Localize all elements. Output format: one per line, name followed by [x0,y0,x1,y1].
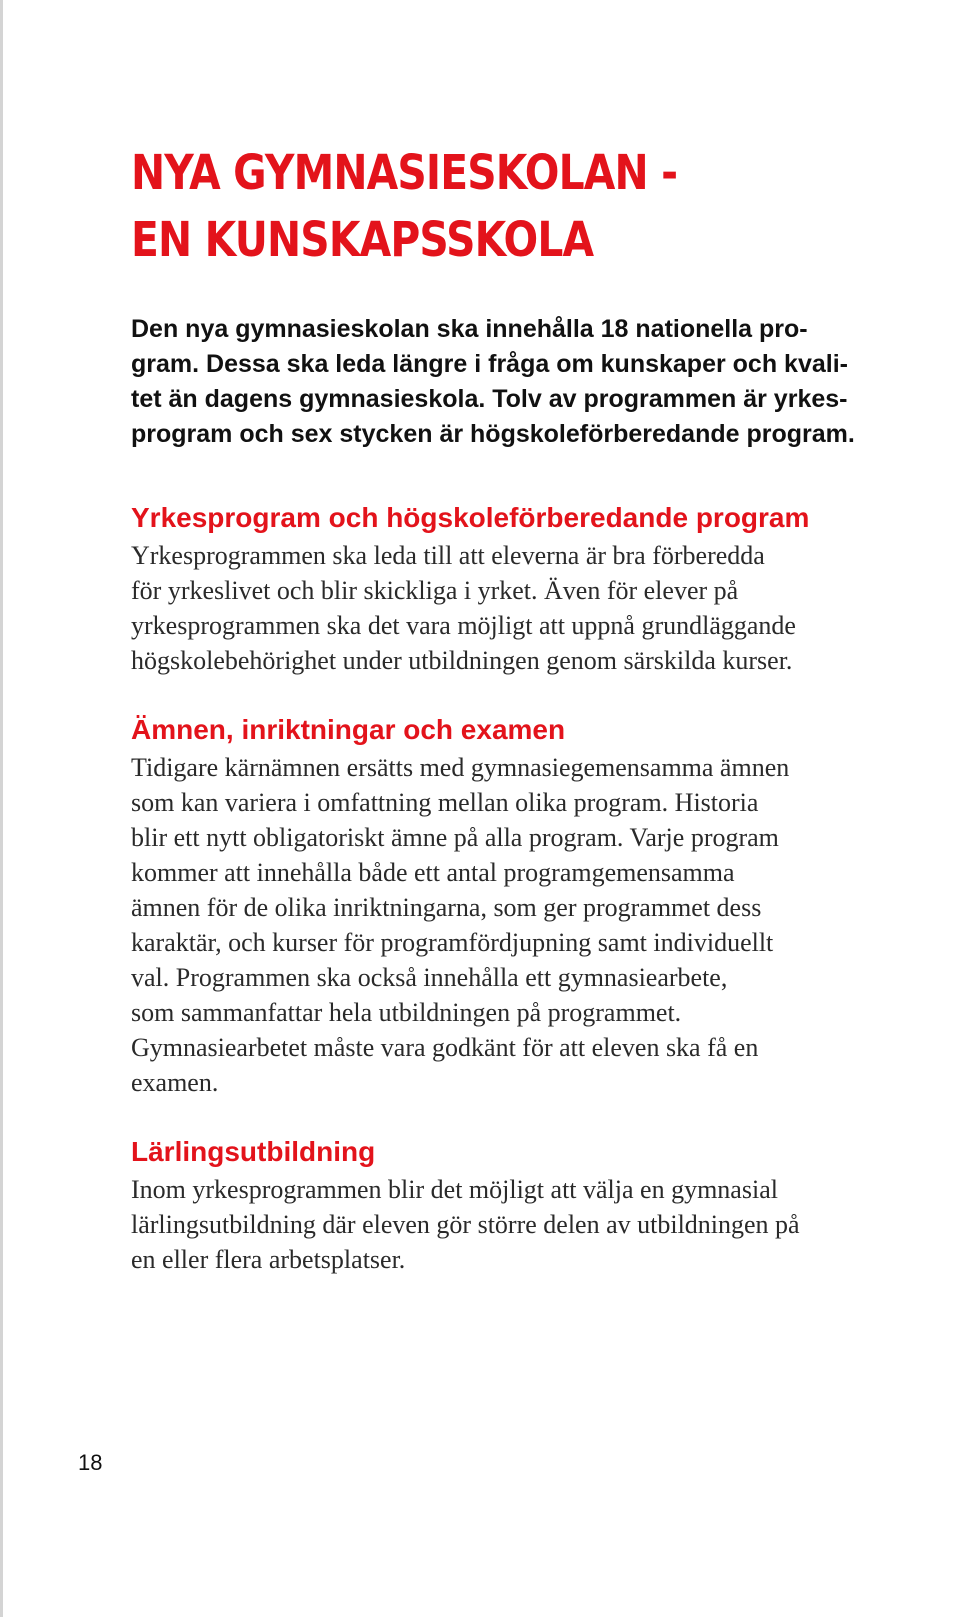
paragraph-line: som sammanfattar hela utbildningen på programmet. [131,998,682,1027]
section-heading: Lärlingsutbildning [131,1136,376,1167]
paragraph-line: för yrkeslivet och blir skickliga i yrket. Även för elever på [131,576,739,605]
intro-line: program och sex stycken är högskoleförberedande program. [131,420,855,448]
page-content [131,140,951,1277]
section-amnen [131,712,951,1100]
section-heading: Yrkesprogram och högskoleförberedande program [131,502,810,533]
paragraph-line: högskolebehörighet under utbildningen genom särskilda kurser. [131,646,793,675]
paragraph-line: yrkesprogrammen ska det vara möjligt att uppnå grundläggande [131,611,796,640]
paragraph-line: kommer att innehålla både ett antal programgemensamma [131,858,735,887]
page-title [131,140,828,274]
title-line: EN KUNSKAPSSKOLA [131,212,594,268]
section-paragraph [131,1172,951,1277]
paragraph-line: Inom yrkesprogrammen blir det möjligt att välja en gymnasial [131,1175,778,1204]
section-paragraph [131,750,951,1100]
page-number: 18 [78,1450,103,1475]
page-edge-rule [0,0,3,1617]
section-larlingsutbildning [131,1134,951,1277]
intro-paragraph [131,312,951,452]
paragraph-line: blir ett nytt obligatoriskt ämne på alla program. Varje program [131,823,779,852]
intro-line: gram. Dessa ska leda längre i fråga om kunskaper och kvali- [131,350,848,378]
paragraph-line: Tidigare kärnämnen ersätts med gymnasiegemensamma ämnen [131,753,790,782]
paragraph-line: en eller flera arbetsplatser. [131,1245,406,1274]
paragraph-line: Gymnasiearbetet måste vara godkänt för att eleven ska få en [131,1033,759,1062]
section-heading: Ämnen, inriktningar och examen [131,714,566,745]
paragraph-line: som kan variera i omfattning mellan olika program. Historia [131,788,759,817]
section-paragraph [131,538,951,678]
intro-line: Den nya gymnasieskolan ska innehålla 18 nationella pro- [131,315,808,343]
paragraph-line: ämnen för de olika inriktningarna, som ger programmet dess [131,893,762,922]
paragraph-line: Yrkesprogrammen ska leda till att eleverna är bra förberedda [131,541,765,570]
paragraph-line: karaktär, och kurser för programfördjupning samt individuellt [131,928,774,957]
paragraph-line: lärlingsutbildning där eleven gör större delen av utbildningen på [131,1210,800,1239]
paragraph-line: val. Programmen ska också innehålla ett gymnasiearbete, [131,963,728,992]
intro-line: tet än dagens gymnasieskola. Tolv av programmen är yrkes- [131,385,848,413]
title-line: NYA GYMNASIESKOLAN - [131,145,678,201]
section-yrkesprogram [131,500,951,678]
paragraph-line: examen. [131,1068,219,1097]
